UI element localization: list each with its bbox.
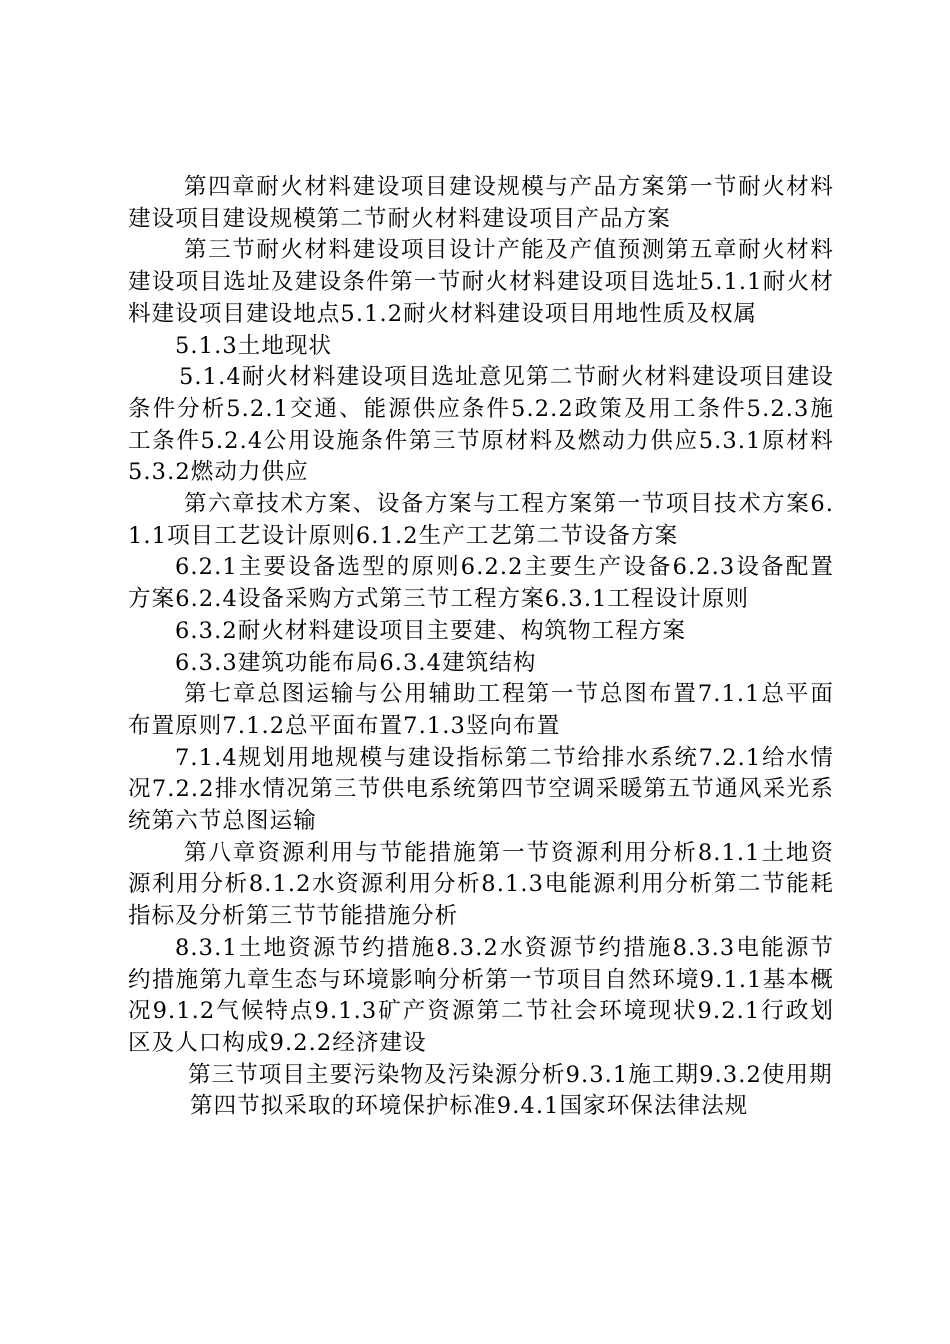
paragraph-6-2-1: 6.2.1主要设备选型的原则6.2.2主要生产设备6.2.3设备配置方案6.2.4设备采购方式第三节工程方案6.3.1工程设计原则 [128, 554, 834, 613]
paragraph-section-4-standards: 第四节拟采取的环境保护标准9.4.1国家环保法律法规 [190, 1093, 749, 1120]
paragraph-6-3-3: 6.3.3建筑功能布局6.3.4建筑结构 [175, 649, 537, 676]
paragraph-chapter-4: 第四章耐火材料建设项目建设规模与产品方案第一节耐火材料建设项目建设规模第二节耐火材料建设项目产品方案 [128, 174, 834, 232]
paragraph-chapter-7: 第七章总图运输与公用辅助工程第一节总图布置7.1.1总平面布置原则7.1.2总平面布置7.1.3竖向布置 [128, 681, 834, 739]
paragraph-7-1-4: 7.1.4规划用地规模与建设指标第二节给排水系统7.2.1给水情况7.2.2排水情况第三节供电系统第四节空调采暖第五节通风采光系统第六节总图运输 [128, 744, 834, 835]
paragraph-chapter-5: 第三节耐火材料建设项目设计产能及产值预测第五章耐火材料建设项目选址及建设条件第一节耐火材料建设项目选址5.1.1耐火材料建设项目建设地点5.1.2耐火材料建设项目用地性质及权属 [128, 237, 834, 327]
paragraph-8-3-1: 8.3.1土地资源节约措施8.3.2水资源节约措施8.3.3电能源节约措施第九章生态与环境影响分析第一节项目自然环境9.1.1基本概况9.1.2气候特点9.1.3矿产资源第二节社会环境现状9.2.1行政划区及人口构成9.2.2经济建设 [128, 934, 834, 1056]
paragraph-chapter-6: 第六章技术方案、设备方案与工程方案第一节项目技术方案6.1.1项目工艺设计原则6.1.2生产工艺第二节设备方案 [128, 491, 834, 549]
paragraph-6-3-2: 6.3.2耐火材料建设项目主要建、构筑物工程方案 [175, 617, 687, 644]
paragraph-5-1-4: 5.1.4耐火材料建设项目选址意见第二节耐火材料建设项目建设条件分析5.2.1交通、能源供应条件5.2.2政策及用工条件5.2.3施工条件5.2.4公用设施条件第三节原材料及燃动力供应5.3.1原材料5.3.2燃动力供应 [128, 364, 834, 486]
paragraph-section-3-pollution: 第三节项目主要污染物及污染源分析9.3.1施工期9.3.2使用期 [188, 1061, 833, 1088]
paragraph-chapter-8: 第八章资源利用与节能措施第一节资源利用分析8.1.1土地资源利用分析8.1.2水资源利用分析8.1.3电能源利用分析第二节能耗指标及分析第三节节能措施分析 [128, 839, 834, 930]
document-body [128, 172, 834, 1123]
paragraph-5-1-3: 5.1.3土地现状 [175, 332, 333, 359]
